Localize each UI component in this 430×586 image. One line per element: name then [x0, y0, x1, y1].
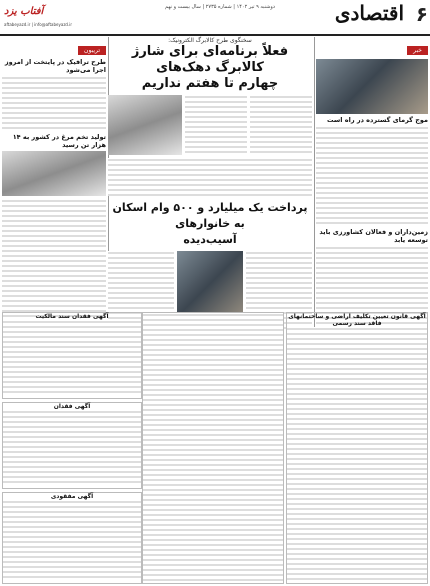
article-body: [185, 95, 247, 155]
main-headline-line2: چهارم تا هفتم نداریم: [141, 76, 279, 91]
page-number: ۶: [415, 2, 428, 26]
masthead: [0, 0, 430, 36]
paper-name: آفتاب یزد: [4, 6, 44, 17]
article-headline: تولید تخم مرغ در کشور به ۱۴ هزار تن رسید: [12, 133, 106, 149]
left-column: [2, 37, 106, 337]
website: aftabeyazd.ir | info@aftabeyazd.ir: [4, 22, 72, 27]
news-photo: [316, 59, 428, 114]
article-body: [316, 126, 428, 226]
section-tag: خبر: [407, 46, 428, 55]
notice-block: [142, 312, 284, 584]
notices-section: [0, 312, 430, 586]
article-body: [2, 76, 106, 131]
article-headline: موج گرمای گسترده در راه است: [327, 116, 428, 124]
article-body: [250, 95, 312, 155]
article-body: [108, 158, 312, 196]
notice-title: آگهی مفقودی: [50, 493, 94, 500]
section-tag: تریبون: [78, 46, 106, 55]
main-headline-line1: فعلاً برنامه‌ای برای شارژ کالابرگ دهک‌های: [131, 44, 289, 75]
notice-title: آگهی فقدان سند مالکیت: [35, 313, 109, 320]
story-photo: [108, 95, 182, 155]
notice-title: آگهی قانون تعیین تکلیف اراضی و ساختمانهای فاقد سند رسمی: [288, 313, 426, 327]
notice-body: [3, 320, 141, 395]
notice-body: [3, 500, 141, 580]
section-title: اقتصادی: [334, 1, 404, 25]
right-column: [316, 37, 428, 337]
notice-title: آگهی فقدان: [53, 403, 91, 410]
article-body: [2, 199, 106, 329]
notice-block: [2, 312, 142, 399]
notice-block: [2, 492, 142, 584]
second-headline-line2: آسیب‌دیده: [183, 233, 237, 246]
story-kicker: سخنگوی طرح کالابرگ الکترونیک:: [168, 37, 252, 44]
second-headline-line1: پرداخت یک میلیارد و ۵۰۰ وام اسکان به خانوارهای: [112, 201, 308, 230]
article-headline: زمین‌داران و فعالان کشاورزی باید توسعه یابد: [319, 228, 428, 244]
main-story: [108, 37, 312, 307]
notice-body: [3, 410, 141, 485]
notice-body: [287, 327, 427, 582]
date-line: دوشنبه ۹ تیر ۱۴۰۲ | شماره ۲۷۳۵ | سال بیست و نهم: [165, 4, 275, 10]
notice-block: [2, 402, 142, 489]
notice-block: [286, 312, 428, 584]
notice-body: [143, 313, 283, 581]
eggs-photo: [2, 151, 106, 196]
article-headline: طرح ترافیک در پایتخت از امروز اجرا می‌شود: [4, 58, 106, 74]
